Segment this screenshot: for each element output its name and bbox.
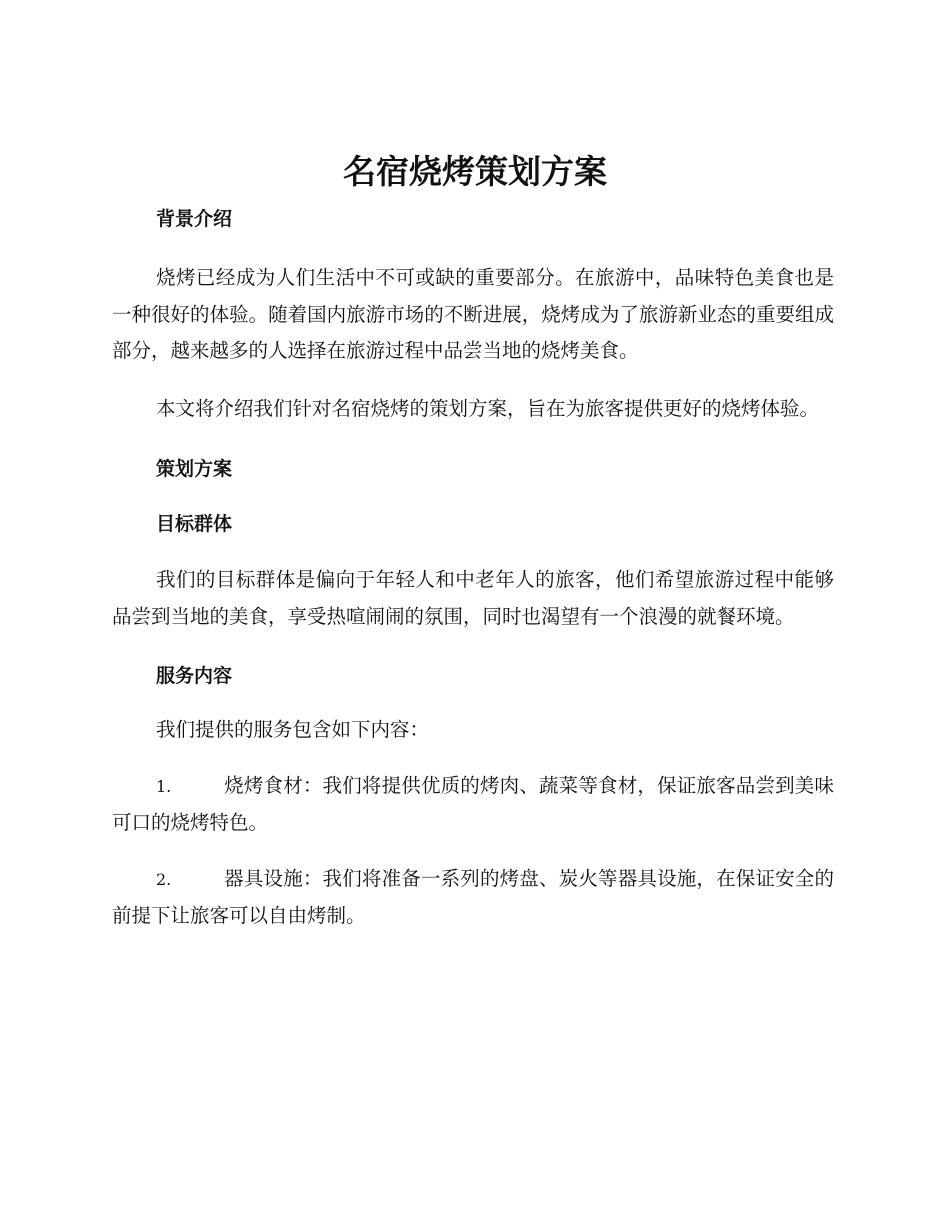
section-heading-background: 背景介绍 xyxy=(156,208,233,230)
background-paragraph-1: 烧烤已经成为人们生活中不可或缺的重要部分。在旅游中，品味特色美食也是一种很好的体验。随着国内旅游市场的不断进展，烧烤成为了旅游新业态的重要组成部分，越来越多的人选择在旅游过程中品尝当地的烧烤美食。 xyxy=(112,266,834,362)
list-item-text: 器具设施：我们将准备一系列的烤盘、炭火等器具设施，在保证安全的前提下让旅客可以自由烤制。 xyxy=(112,866,834,927)
section-heading-target: 目标群体 xyxy=(156,513,233,535)
list-item-number: 1. xyxy=(156,776,172,796)
section-heading-service: 服务内容 xyxy=(156,665,233,687)
list-item xyxy=(112,861,834,935)
background-paragraph-2: 本文将介绍我们针对名宿烧烤的策划方案，旨在为旅客提供更好的烧烤体验。 xyxy=(156,396,820,420)
service-intro-paragraph: 我们提供的服务包含如下内容： xyxy=(156,718,430,741)
list-item-text: 烧烤食材：我们将提供优质的烤肉、蔬菜等食材，保证旅客品尝到美味可口的烧烤特色。 xyxy=(112,773,834,834)
list-item xyxy=(112,768,834,842)
section-heading-plan: 策划方案 xyxy=(156,458,233,480)
list-item-number: 2. xyxy=(156,869,172,889)
document-body xyxy=(112,200,834,935)
page-title: 名宿烧烤策划方案 xyxy=(343,152,607,191)
target-paragraph: 我们的目标群体是偏向于年轻人和中老年人的旅客，他们希望旅游过程中能够品尝到当地的美食，享受热喧闹闹的氛围，同时也渴望有一个浪漫的就餐环境。 xyxy=(112,568,834,628)
